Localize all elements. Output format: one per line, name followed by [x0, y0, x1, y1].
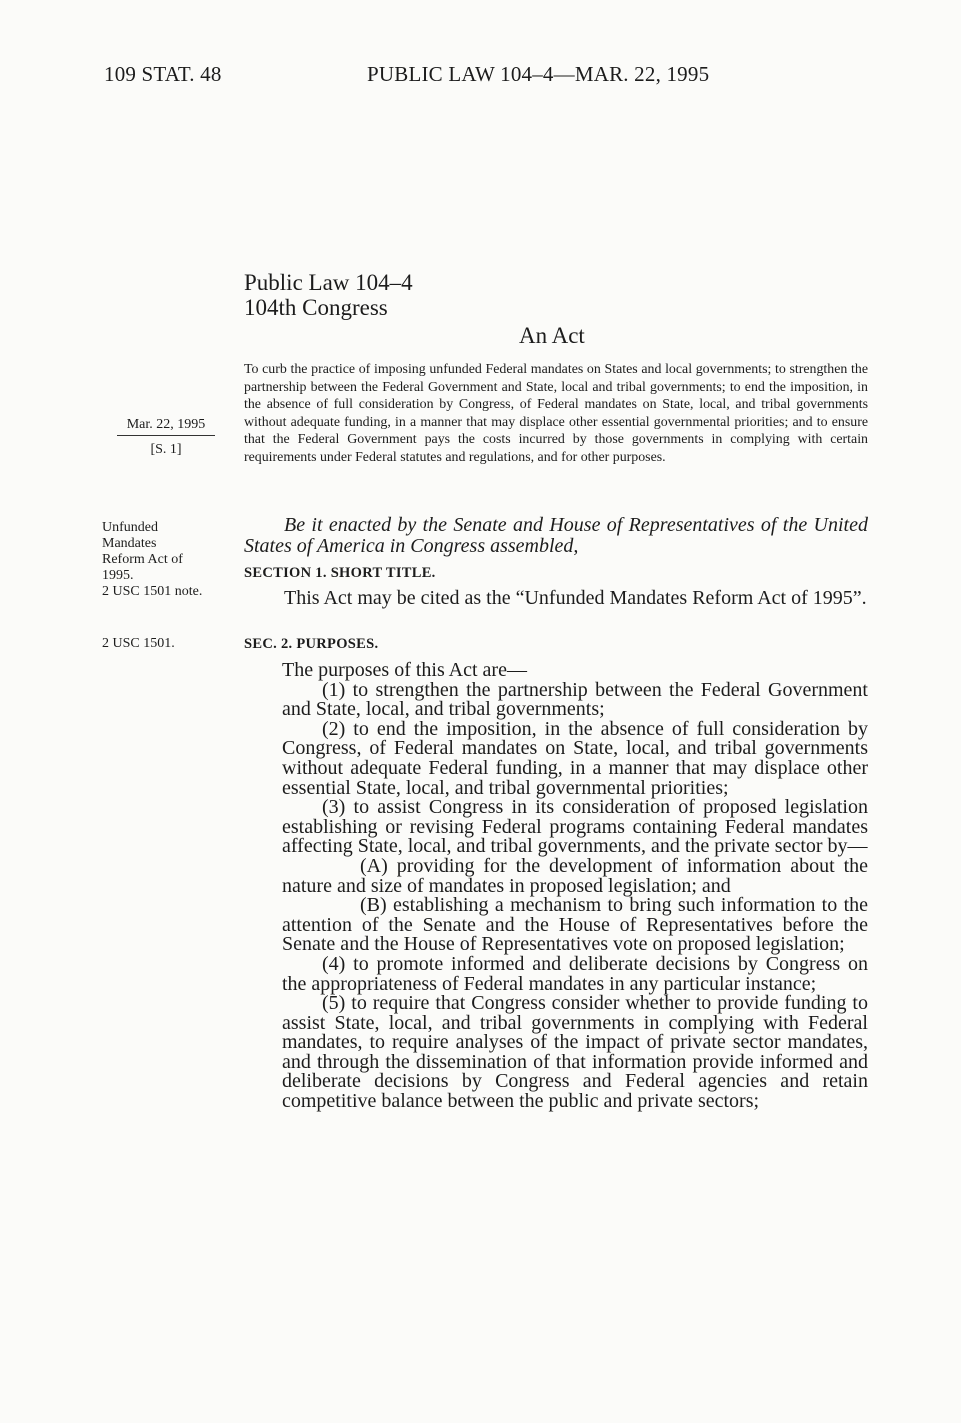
margin-date-note: [117, 417, 215, 458]
purpose-3: (3) to assist Congress in its consideration of proposed legislation establishing or revising Federal programs containing Federal mandates affecting State, local, and tribal governments, and the private sector by—: [282, 796, 868, 858]
enactment-date: Mar. 22, 1995: [117, 417, 215, 436]
section-1-heading: SECTION 1. SHORT TITLE.: [244, 565, 436, 581]
purpose-4: (4) to promote informed and deliberate decisions by Congress on the appropriateness of Federal mandates in any particular instance;: [282, 952, 868, 995]
enacting-clause: Be it enacted by the Senate and House of Representatives of the United States of America in Congress assembled,: [244, 514, 868, 557]
congress-number: 104th Congress: [244, 295, 388, 320]
bill-number: [S. 1]: [150, 442, 182, 457]
section-1-text: This Act may be cited as the “Unfunded Mandates Reform Act of 1995”.: [284, 587, 867, 609]
act-label: An Act: [519, 323, 585, 348]
purpose-2: (2) to end the imposition, in the absence of full consideration by Congress, of Federal mandates on State, local, and tribal governments without adequate Federal funding, in a manner that may displace other essential State, local, and tribal governmental priorities;: [282, 717, 868, 799]
running-head-title: PUBLIC LAW 104–4—MAR. 22, 1995: [367, 62, 710, 86]
purpose-3a: (A) providing for the development of information about the nature and size of mandates in proposed legislation; and: [282, 854, 868, 897]
purpose-5: (5) to require that Congress consider whether to provide funding to assist State, local, and tribal governments in complying with Federal mandates, to require analyses of the impact of private sector mandates, and through the dissemination of that information provide informed and deliberate decisions by Congress and Federal agencies and retain competitive balance between the public and private sectors;: [282, 992, 868, 1113]
section-2-heading: SEC. 2. PURPOSES.: [244, 636, 379, 652]
short-title-note: Unfunded Mandates Reform Act of 1995.: [102, 520, 183, 583]
law-title-block: [244, 270, 413, 320]
margin-short-title-note: [102, 520, 232, 600]
section-2-body: [244, 661, 868, 1112]
law-number: Public Law 104–4: [244, 270, 413, 295]
stat-page-number: 109 STAT. 48: [104, 62, 222, 86]
long-title: To curb the practice of imposing unfunded Federal mandates on States and local governments; to strengthen the partnership between the Federal Government and State, local and tribal governments; to end the imposition, in the absence of full consideration by Congress, of Federal mandates on State, local, and tribal governments without adequate funding, in a manner that may displace other essential governmental priorities; and to ensure that the Federal Government pays the costs incurred by those governments in complying with certain requirements under Federal statutes and regulations, and for other purposes.: [244, 362, 868, 465]
purposes-intro: The purposes of this Act are—: [282, 659, 527, 681]
purpose-3b: (B) establishing a mechanism to bring such information to the attention of the Senate and the House of Representatives before the Senate and the House of Representatives vote on proposed legislation;: [282, 894, 868, 956]
usc-note: 2 USC 1501 note.: [102, 584, 203, 599]
purpose-1: (1) to strengthen the partnership between the Federal Government and State, local, and tribal governments;: [282, 678, 868, 721]
margin-usc-note: 2 USC 1501.: [102, 636, 175, 651]
